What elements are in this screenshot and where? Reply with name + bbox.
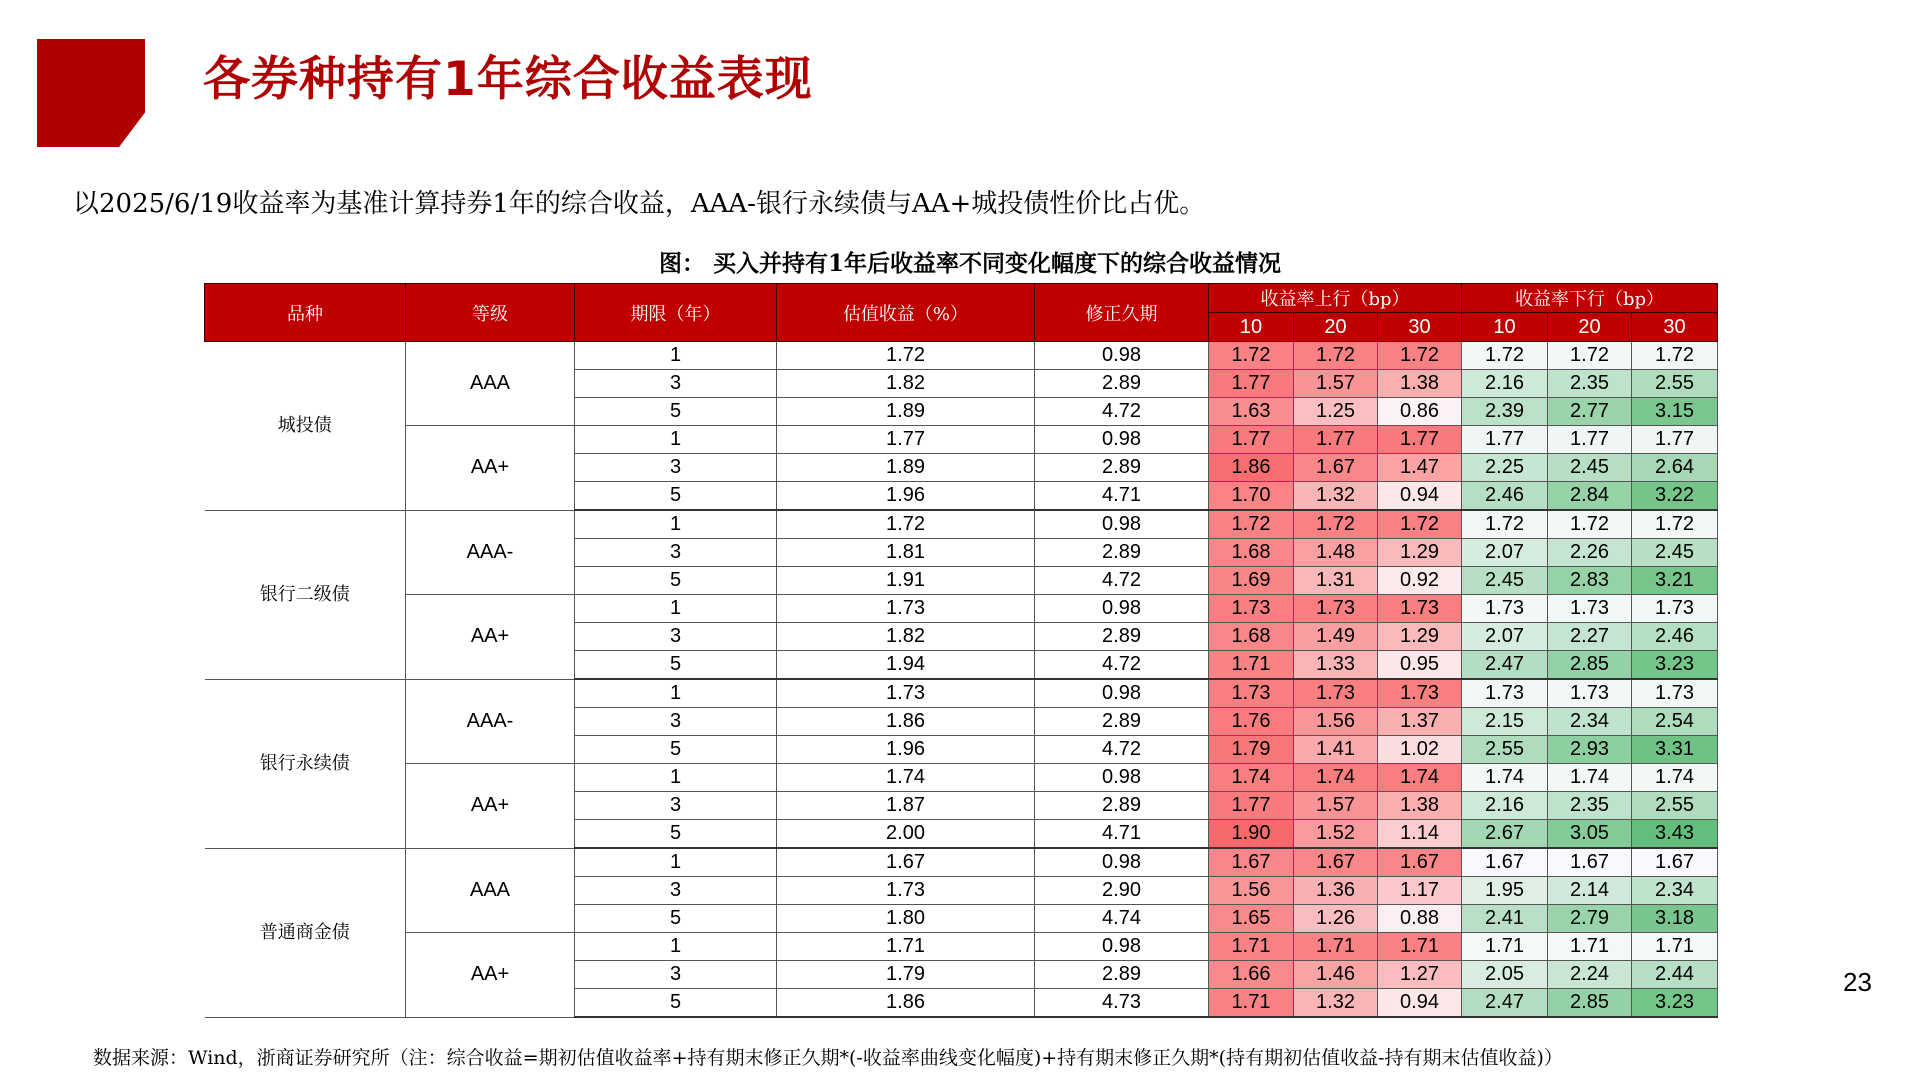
yield-up-cell: 1.26: [1294, 905, 1378, 933]
yield-down-cell: 3.31: [1632, 736, 1718, 764]
yield-down-cell: 2.34: [1632, 877, 1718, 905]
yield-up-cell: 1.86: [1209, 454, 1294, 482]
valuation-yield-cell: 1.91: [777, 567, 1035, 595]
yield-down-cell: 1.67: [1462, 848, 1548, 877]
col-header-up-30: 30: [1378, 313, 1462, 342]
term-cell: 1: [575, 510, 777, 539]
yield-up-cell: 1.56: [1209, 877, 1294, 905]
yield-down-cell: 1.73: [1462, 595, 1548, 623]
valuation-yield-cell: 1.73: [777, 877, 1035, 905]
yield-up-cell: 1.74: [1209, 764, 1294, 792]
yield-up-cell: 1.71: [1209, 989, 1294, 1018]
yield-down-cell: 1.74: [1632, 764, 1718, 792]
table-row: [205, 764, 1718, 792]
yield-up-cell: 1.27: [1378, 961, 1462, 989]
term-cell: 3: [575, 539, 777, 567]
yield-down-cell: 2.35: [1548, 370, 1632, 398]
term-cell: 1: [575, 342, 777, 370]
duration-cell: 2.89: [1035, 792, 1209, 820]
yield-up-cell: 1.67: [1294, 848, 1378, 877]
category-cell: 银行二级债: [205, 510, 406, 679]
yield-up-cell: 1.73: [1378, 679, 1462, 708]
grade-cell: AAA: [406, 342, 575, 426]
table-row: [205, 342, 1718, 370]
term-cell: 1: [575, 933, 777, 961]
yield-down-cell: 2.39: [1462, 398, 1548, 426]
term-cell: 3: [575, 370, 777, 398]
col-header-down-10: 10: [1462, 313, 1548, 342]
yield-down-cell: 1.77: [1548, 426, 1632, 454]
yield-down-cell: 2.93: [1548, 736, 1632, 764]
duration-cell: 2.89: [1035, 370, 1209, 398]
yield-up-cell: 1.36: [1294, 877, 1378, 905]
yield-up-cell: 1.48: [1294, 539, 1378, 567]
yield-down-cell: 2.16: [1462, 370, 1548, 398]
yield-up-cell: 1.77: [1209, 792, 1294, 820]
yield-down-cell: 2.44: [1632, 961, 1718, 989]
brand-logo-block: [37, 39, 145, 147]
yield-down-cell: 1.77: [1462, 426, 1548, 454]
col-header-category: 品种: [205, 284, 406, 342]
yield-up-cell: 1.49: [1294, 623, 1378, 651]
yield-up-cell: 1.33: [1294, 651, 1378, 680]
table-body: [205, 342, 1718, 1018]
yield-down-cell: 1.67: [1548, 848, 1632, 877]
valuation-yield-cell: 1.71: [777, 933, 1035, 961]
yield-up-cell: 1.72: [1209, 342, 1294, 370]
yield-down-cell: 3.18: [1632, 905, 1718, 933]
duration-cell: 2.89: [1035, 708, 1209, 736]
yield-down-cell: 2.84: [1548, 482, 1632, 511]
table-row: [205, 595, 1718, 623]
duration-cell: 4.72: [1035, 398, 1209, 426]
valuation-yield-cell: 1.96: [777, 482, 1035, 511]
term-cell: 1: [575, 848, 777, 877]
yield-up-cell: 1.72: [1294, 510, 1378, 539]
table-row: [205, 679, 1718, 708]
yield-up-cell: 1.31: [1294, 567, 1378, 595]
term-cell: 1: [575, 426, 777, 454]
col-header-grade: 等级: [406, 284, 575, 342]
duration-cell: 0.98: [1035, 595, 1209, 623]
yield-down-cell: 2.67: [1462, 820, 1548, 849]
grade-cell: AA+: [406, 595, 575, 680]
valuation-yield-cell: 1.81: [777, 539, 1035, 567]
yield-up-cell: 0.92: [1378, 567, 1462, 595]
valuation-yield-cell: 1.86: [777, 989, 1035, 1018]
valuation-yield-cell: 1.73: [777, 679, 1035, 708]
yield-down-cell: 1.72: [1462, 510, 1548, 539]
grade-cell: AA+: [406, 426, 575, 511]
col-header-yield-up: 收益率上行（bp）: [1209, 284, 1462, 313]
grade-cell: AAA: [406, 848, 575, 933]
yield-down-cell: 2.07: [1462, 539, 1548, 567]
yield-up-cell: 1.17: [1378, 877, 1462, 905]
yield-down-cell: 1.71: [1548, 933, 1632, 961]
page-title: 各券种持有1年综合收益表现: [203, 52, 813, 107]
grade-cell: AAA-: [406, 679, 575, 764]
yield-up-cell: 1.74: [1294, 764, 1378, 792]
yield-up-cell: 1.68: [1209, 623, 1294, 651]
col-header-valuation-yield: 估值收益（%）: [777, 284, 1035, 342]
yield-down-cell: 3.23: [1632, 989, 1718, 1018]
duration-cell: 0.98: [1035, 342, 1209, 370]
yield-down-cell: 1.72: [1548, 342, 1632, 370]
col-header-up-10: 10: [1209, 313, 1294, 342]
yield-up-cell: 1.66: [1209, 961, 1294, 989]
yield-up-cell: 1.77: [1378, 426, 1462, 454]
yield-up-cell: 1.02: [1378, 736, 1462, 764]
valuation-yield-cell: 1.72: [777, 342, 1035, 370]
yield-up-cell: 1.77: [1209, 426, 1294, 454]
yield-down-cell: 2.77: [1548, 398, 1632, 426]
yield-up-cell: 1.71: [1378, 933, 1462, 961]
yield-up-cell: 1.73: [1294, 595, 1378, 623]
yield-down-cell: 3.21: [1632, 567, 1718, 595]
term-cell: 5: [575, 736, 777, 764]
table-row: [205, 510, 1718, 539]
yield-up-cell: 1.77: [1294, 426, 1378, 454]
yield-up-cell: 1.79: [1209, 736, 1294, 764]
duration-cell: 2.89: [1035, 961, 1209, 989]
duration-cell: 4.72: [1035, 651, 1209, 680]
yield-down-cell: 1.72: [1632, 342, 1718, 370]
yield-up-cell: 1.38: [1378, 792, 1462, 820]
valuation-yield-cell: 1.72: [777, 510, 1035, 539]
yield-up-cell: 1.72: [1378, 342, 1462, 370]
duration-cell: 2.90: [1035, 877, 1209, 905]
source-note: 数据来源：Wind，浙商证券研究所（注：综合收益=期初估值收益率+持有期末修正久期*(-收益率曲线变化幅度)+持有期末修正久期*(持有期初估值收益-持有期末估值收益)）: [93, 1047, 1563, 1069]
yield-down-cell: 1.71: [1462, 933, 1548, 961]
category-cell: 银行永续债: [205, 679, 406, 848]
yield-down-cell: 2.05: [1462, 961, 1548, 989]
yield-up-cell: 1.74: [1378, 764, 1462, 792]
yield-down-cell: 2.46: [1462, 482, 1548, 511]
term-cell: 3: [575, 877, 777, 905]
duration-cell: 0.98: [1035, 933, 1209, 961]
summary-text: 以2025/6/19收益率为基准计算持券1年的综合收益，AAA-银行永续债与AA+城投债性价比占优。: [73, 189, 1206, 219]
yield-down-cell: 2.64: [1632, 454, 1718, 482]
col-header-up-20: 20: [1294, 313, 1378, 342]
yield-down-cell: 1.74: [1462, 764, 1548, 792]
yield-down-cell: 2.16: [1462, 792, 1548, 820]
yield-up-cell: 1.73: [1294, 679, 1378, 708]
yield-down-cell: 3.22: [1632, 482, 1718, 511]
duration-cell: 4.71: [1035, 820, 1209, 849]
yield-up-cell: 1.71: [1209, 933, 1294, 961]
yield-down-cell: 1.72: [1632, 510, 1718, 539]
yield-down-cell: 2.35: [1548, 792, 1632, 820]
grade-cell: AAA-: [406, 510, 575, 595]
yield-down-cell: 2.25: [1462, 454, 1548, 482]
duration-cell: 4.71: [1035, 482, 1209, 511]
duration-cell: 0.98: [1035, 510, 1209, 539]
yield-up-cell: 1.57: [1294, 370, 1378, 398]
valuation-yield-cell: 1.77: [777, 426, 1035, 454]
yield-down-cell: 2.45: [1462, 567, 1548, 595]
term-cell: 5: [575, 820, 777, 849]
page-number: 23: [1843, 967, 1872, 997]
yield-up-cell: 1.47: [1378, 454, 1462, 482]
term-cell: 3: [575, 708, 777, 736]
yield-up-cell: 1.41: [1294, 736, 1378, 764]
term-cell: 5: [575, 398, 777, 426]
duration-cell: 4.74: [1035, 905, 1209, 933]
valuation-yield-cell: 2.00: [777, 820, 1035, 849]
valuation-yield-cell: 1.89: [777, 398, 1035, 426]
yield-up-cell: 1.76: [1209, 708, 1294, 736]
yield-up-cell: 1.29: [1378, 623, 1462, 651]
category-cell: 城投债: [205, 342, 406, 511]
yield-down-cell: 2.45: [1548, 454, 1632, 482]
yield-down-cell: 1.74: [1548, 764, 1632, 792]
yield-up-cell: 1.67: [1378, 848, 1462, 877]
yield-up-cell: 1.63: [1209, 398, 1294, 426]
term-cell: 5: [575, 989, 777, 1018]
yield-up-cell: 1.69: [1209, 567, 1294, 595]
yield-down-cell: 2.47: [1462, 989, 1548, 1018]
yield-down-cell: 2.34: [1548, 708, 1632, 736]
yield-down-cell: 2.14: [1548, 877, 1632, 905]
yield-down-cell: 2.85: [1548, 651, 1632, 680]
yield-down-cell: 2.07: [1462, 623, 1548, 651]
yield-up-cell: 1.37: [1378, 708, 1462, 736]
col-header-modified-duration: 修正久期: [1035, 284, 1209, 342]
yield-up-cell: 1.73: [1378, 595, 1462, 623]
yield-up-cell: 1.77: [1209, 370, 1294, 398]
returns-table: [204, 283, 1718, 1018]
term-cell: 3: [575, 792, 777, 820]
yield-up-cell: 1.73: [1209, 595, 1294, 623]
yield-down-cell: 1.73: [1632, 679, 1718, 708]
valuation-yield-cell: 1.67: [777, 848, 1035, 877]
yield-up-cell: 0.86: [1378, 398, 1462, 426]
term-cell: 1: [575, 679, 777, 708]
yield-down-cell: 2.15: [1462, 708, 1548, 736]
col-header-yield-down: 收益率下行（bp）: [1462, 284, 1718, 313]
table-row: [205, 848, 1718, 877]
yield-up-cell: 1.90: [1209, 820, 1294, 849]
yield-down-cell: 2.45: [1632, 539, 1718, 567]
yield-up-cell: 1.73: [1209, 679, 1294, 708]
yield-down-cell: 2.85: [1548, 989, 1632, 1018]
duration-cell: 4.72: [1035, 567, 1209, 595]
category-cell: 普通商金债: [205, 848, 406, 1017]
term-cell: 5: [575, 567, 777, 595]
yield-up-cell: 1.32: [1294, 482, 1378, 511]
yield-down-cell: 3.05: [1548, 820, 1632, 849]
term-cell: 3: [575, 623, 777, 651]
yield-down-cell: 3.43: [1632, 820, 1718, 849]
duration-cell: 2.89: [1035, 539, 1209, 567]
duration-cell: 0.98: [1035, 764, 1209, 792]
duration-cell: 4.72: [1035, 736, 1209, 764]
yield-down-cell: 1.67: [1632, 848, 1718, 877]
yield-up-cell: 0.88: [1378, 905, 1462, 933]
yield-up-cell: 0.94: [1378, 482, 1462, 511]
valuation-yield-cell: 1.80: [777, 905, 1035, 933]
col-header-term: 期限（年）: [575, 284, 777, 342]
yield-down-cell: 1.95: [1462, 877, 1548, 905]
yield-down-cell: 2.79: [1548, 905, 1632, 933]
yield-down-cell: 2.46: [1632, 623, 1718, 651]
yield-down-cell: 2.27: [1548, 623, 1632, 651]
yield-up-cell: 1.29: [1378, 539, 1462, 567]
col-header-down-20: 20: [1548, 313, 1632, 342]
valuation-yield-cell: 1.82: [777, 623, 1035, 651]
yield-up-cell: 1.70: [1209, 482, 1294, 511]
yield-down-cell: 1.77: [1632, 426, 1718, 454]
yield-down-cell: 1.73: [1462, 679, 1548, 708]
figure-title: 图： 买入并持有1年后收益率不同变化幅度下的综合收益情况: [658, 250, 1281, 277]
yield-down-cell: 2.47: [1462, 651, 1548, 680]
valuation-yield-cell: 1.87: [777, 792, 1035, 820]
grade-cell: AA+: [406, 933, 575, 1018]
term-cell: 5: [575, 482, 777, 511]
grade-cell: AA+: [406, 764, 575, 849]
valuation-yield-cell: 1.94: [777, 651, 1035, 680]
yield-up-cell: 1.67: [1294, 454, 1378, 482]
valuation-yield-cell: 1.89: [777, 454, 1035, 482]
duration-cell: 0.98: [1035, 679, 1209, 708]
yield-up-cell: 1.65: [1209, 905, 1294, 933]
duration-cell: 2.89: [1035, 454, 1209, 482]
yield-up-cell: 1.52: [1294, 820, 1378, 849]
yield-up-cell: 1.67: [1209, 848, 1294, 877]
yield-down-cell: 1.73: [1548, 679, 1632, 708]
yield-down-cell: 1.71: [1632, 933, 1718, 961]
yield-up-cell: 1.72: [1294, 342, 1378, 370]
yield-up-cell: 1.14: [1378, 820, 1462, 849]
yield-up-cell: 1.57: [1294, 792, 1378, 820]
yield-down-cell: 3.15: [1632, 398, 1718, 426]
table-row: [205, 426, 1718, 454]
yield-up-cell: 1.32: [1294, 989, 1378, 1018]
yield-up-cell: 1.56: [1294, 708, 1378, 736]
yield-down-cell: 1.73: [1632, 595, 1718, 623]
term-cell: 3: [575, 454, 777, 482]
yield-down-cell: 2.55: [1462, 736, 1548, 764]
yield-up-cell: 1.71: [1294, 933, 1378, 961]
yield-down-cell: 2.41: [1462, 905, 1548, 933]
yield-down-cell: 2.55: [1632, 792, 1718, 820]
yield-up-cell: 1.25: [1294, 398, 1378, 426]
yield-down-cell: 2.24: [1548, 961, 1632, 989]
yield-up-cell: 0.95: [1378, 651, 1462, 680]
valuation-yield-cell: 1.86: [777, 708, 1035, 736]
term-cell: 5: [575, 905, 777, 933]
yield-down-cell: 2.83: [1548, 567, 1632, 595]
yield-down-cell: 2.26: [1548, 539, 1632, 567]
duration-cell: 0.98: [1035, 426, 1209, 454]
yield-up-cell: 1.72: [1209, 510, 1294, 539]
yield-up-cell: 1.38: [1378, 370, 1462, 398]
valuation-yield-cell: 1.82: [777, 370, 1035, 398]
yield-up-cell: 1.72: [1378, 510, 1462, 539]
valuation-yield-cell: 1.96: [777, 736, 1035, 764]
yield-down-cell: 3.23: [1632, 651, 1718, 680]
col-header-down-30: 30: [1632, 313, 1718, 342]
yield-up-cell: 1.71: [1209, 651, 1294, 680]
yield-up-cell: 0.94: [1378, 989, 1462, 1018]
duration-cell: 2.89: [1035, 623, 1209, 651]
duration-cell: 4.73: [1035, 989, 1209, 1018]
yield-down-cell: 1.72: [1548, 510, 1632, 539]
yield-down-cell: 2.55: [1632, 370, 1718, 398]
yield-down-cell: 2.54: [1632, 708, 1718, 736]
valuation-yield-cell: 1.73: [777, 595, 1035, 623]
term-cell: 1: [575, 595, 777, 623]
valuation-yield-cell: 1.79: [777, 961, 1035, 989]
term-cell: 1: [575, 764, 777, 792]
yield-down-cell: 1.73: [1548, 595, 1632, 623]
yield-up-cell: 1.46: [1294, 961, 1378, 989]
valuation-yield-cell: 1.74: [777, 764, 1035, 792]
yield-up-cell: 1.68: [1209, 539, 1294, 567]
table-row: [205, 933, 1718, 961]
duration-cell: 0.98: [1035, 848, 1209, 877]
yield-down-cell: 1.72: [1462, 342, 1548, 370]
term-cell: 3: [575, 961, 777, 989]
term-cell: 5: [575, 651, 777, 680]
